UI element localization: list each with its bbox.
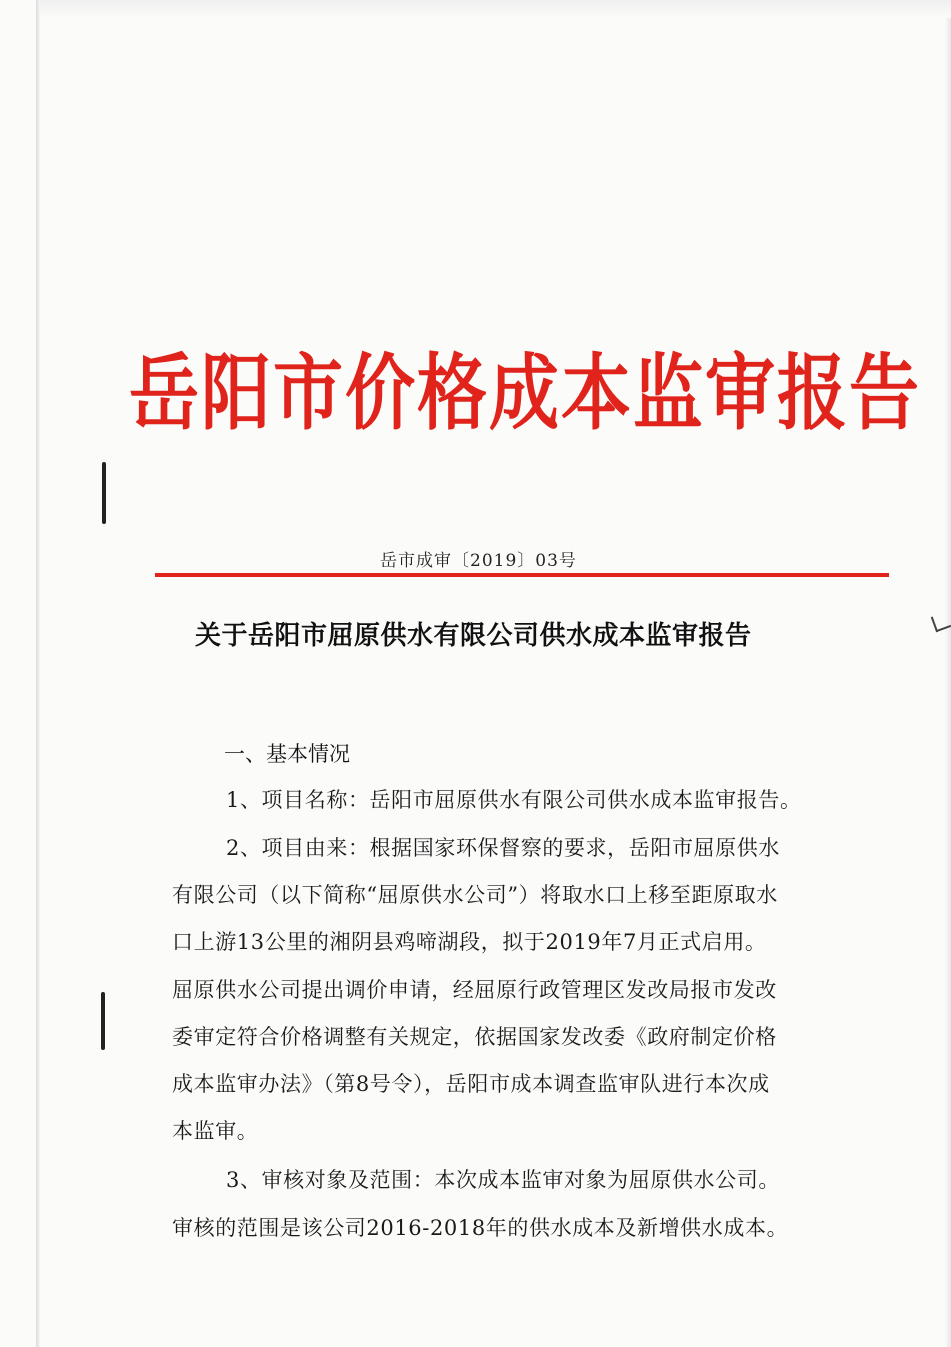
report-subtitle: 关于岳阳市屈原供水有限公司供水成本监审报告 bbox=[195, 621, 752, 651]
body-line: 口上游13公里的湘阴县鸡啼湖段，拟于2019年7月正式启用。 bbox=[172, 930, 767, 954]
body-line: 本监审。 bbox=[172, 1119, 259, 1143]
body-line: 委审定符合价格调整有关规定，依据国家发改委《政府制定价格 bbox=[172, 1025, 777, 1049]
body-line: 有限公司（以下简称“屈原供水公司”）将取水口上移至距原取水 bbox=[172, 883, 778, 907]
binding-staple-mark bbox=[101, 992, 105, 1050]
body-line: 屈原供水公司提出调价申请，经屈原行政管理区发改局报市发改 bbox=[172, 978, 777, 1002]
document-header-title: 岳阳市价格成本监审报告 bbox=[129, 343, 921, 442]
paper-left-edge bbox=[36, 0, 40, 1347]
body-line: 成本监审办法》（第8号令），岳阳市成本调查监审队进行本次成 bbox=[172, 1072, 770, 1096]
header-red-rule bbox=[155, 573, 889, 577]
paper-right-edge bbox=[945, 0, 951, 1347]
body-line: 2、项目由来：根据国家环保督察的要求，岳阳市屈原供水 bbox=[226, 836, 780, 860]
body-line: 审核的范围是该公司2016-2018年的供水成本及新增供水成本。 bbox=[172, 1216, 789, 1240]
body-line: 1、项目名称：岳阳市屈原供水有限公司供水成本监审报告。 bbox=[226, 788, 802, 812]
body-line: 3、审核对象及范围：本次成本监审对象为屈原供水公司。 bbox=[226, 1168, 780, 1192]
document-number: 岳市成审〔2019〕03号 bbox=[380, 551, 577, 571]
binding-staple-mark bbox=[102, 462, 106, 524]
paper-top-fold bbox=[40, 0, 951, 18]
section-heading: 一、基本情况 bbox=[224, 742, 350, 766]
